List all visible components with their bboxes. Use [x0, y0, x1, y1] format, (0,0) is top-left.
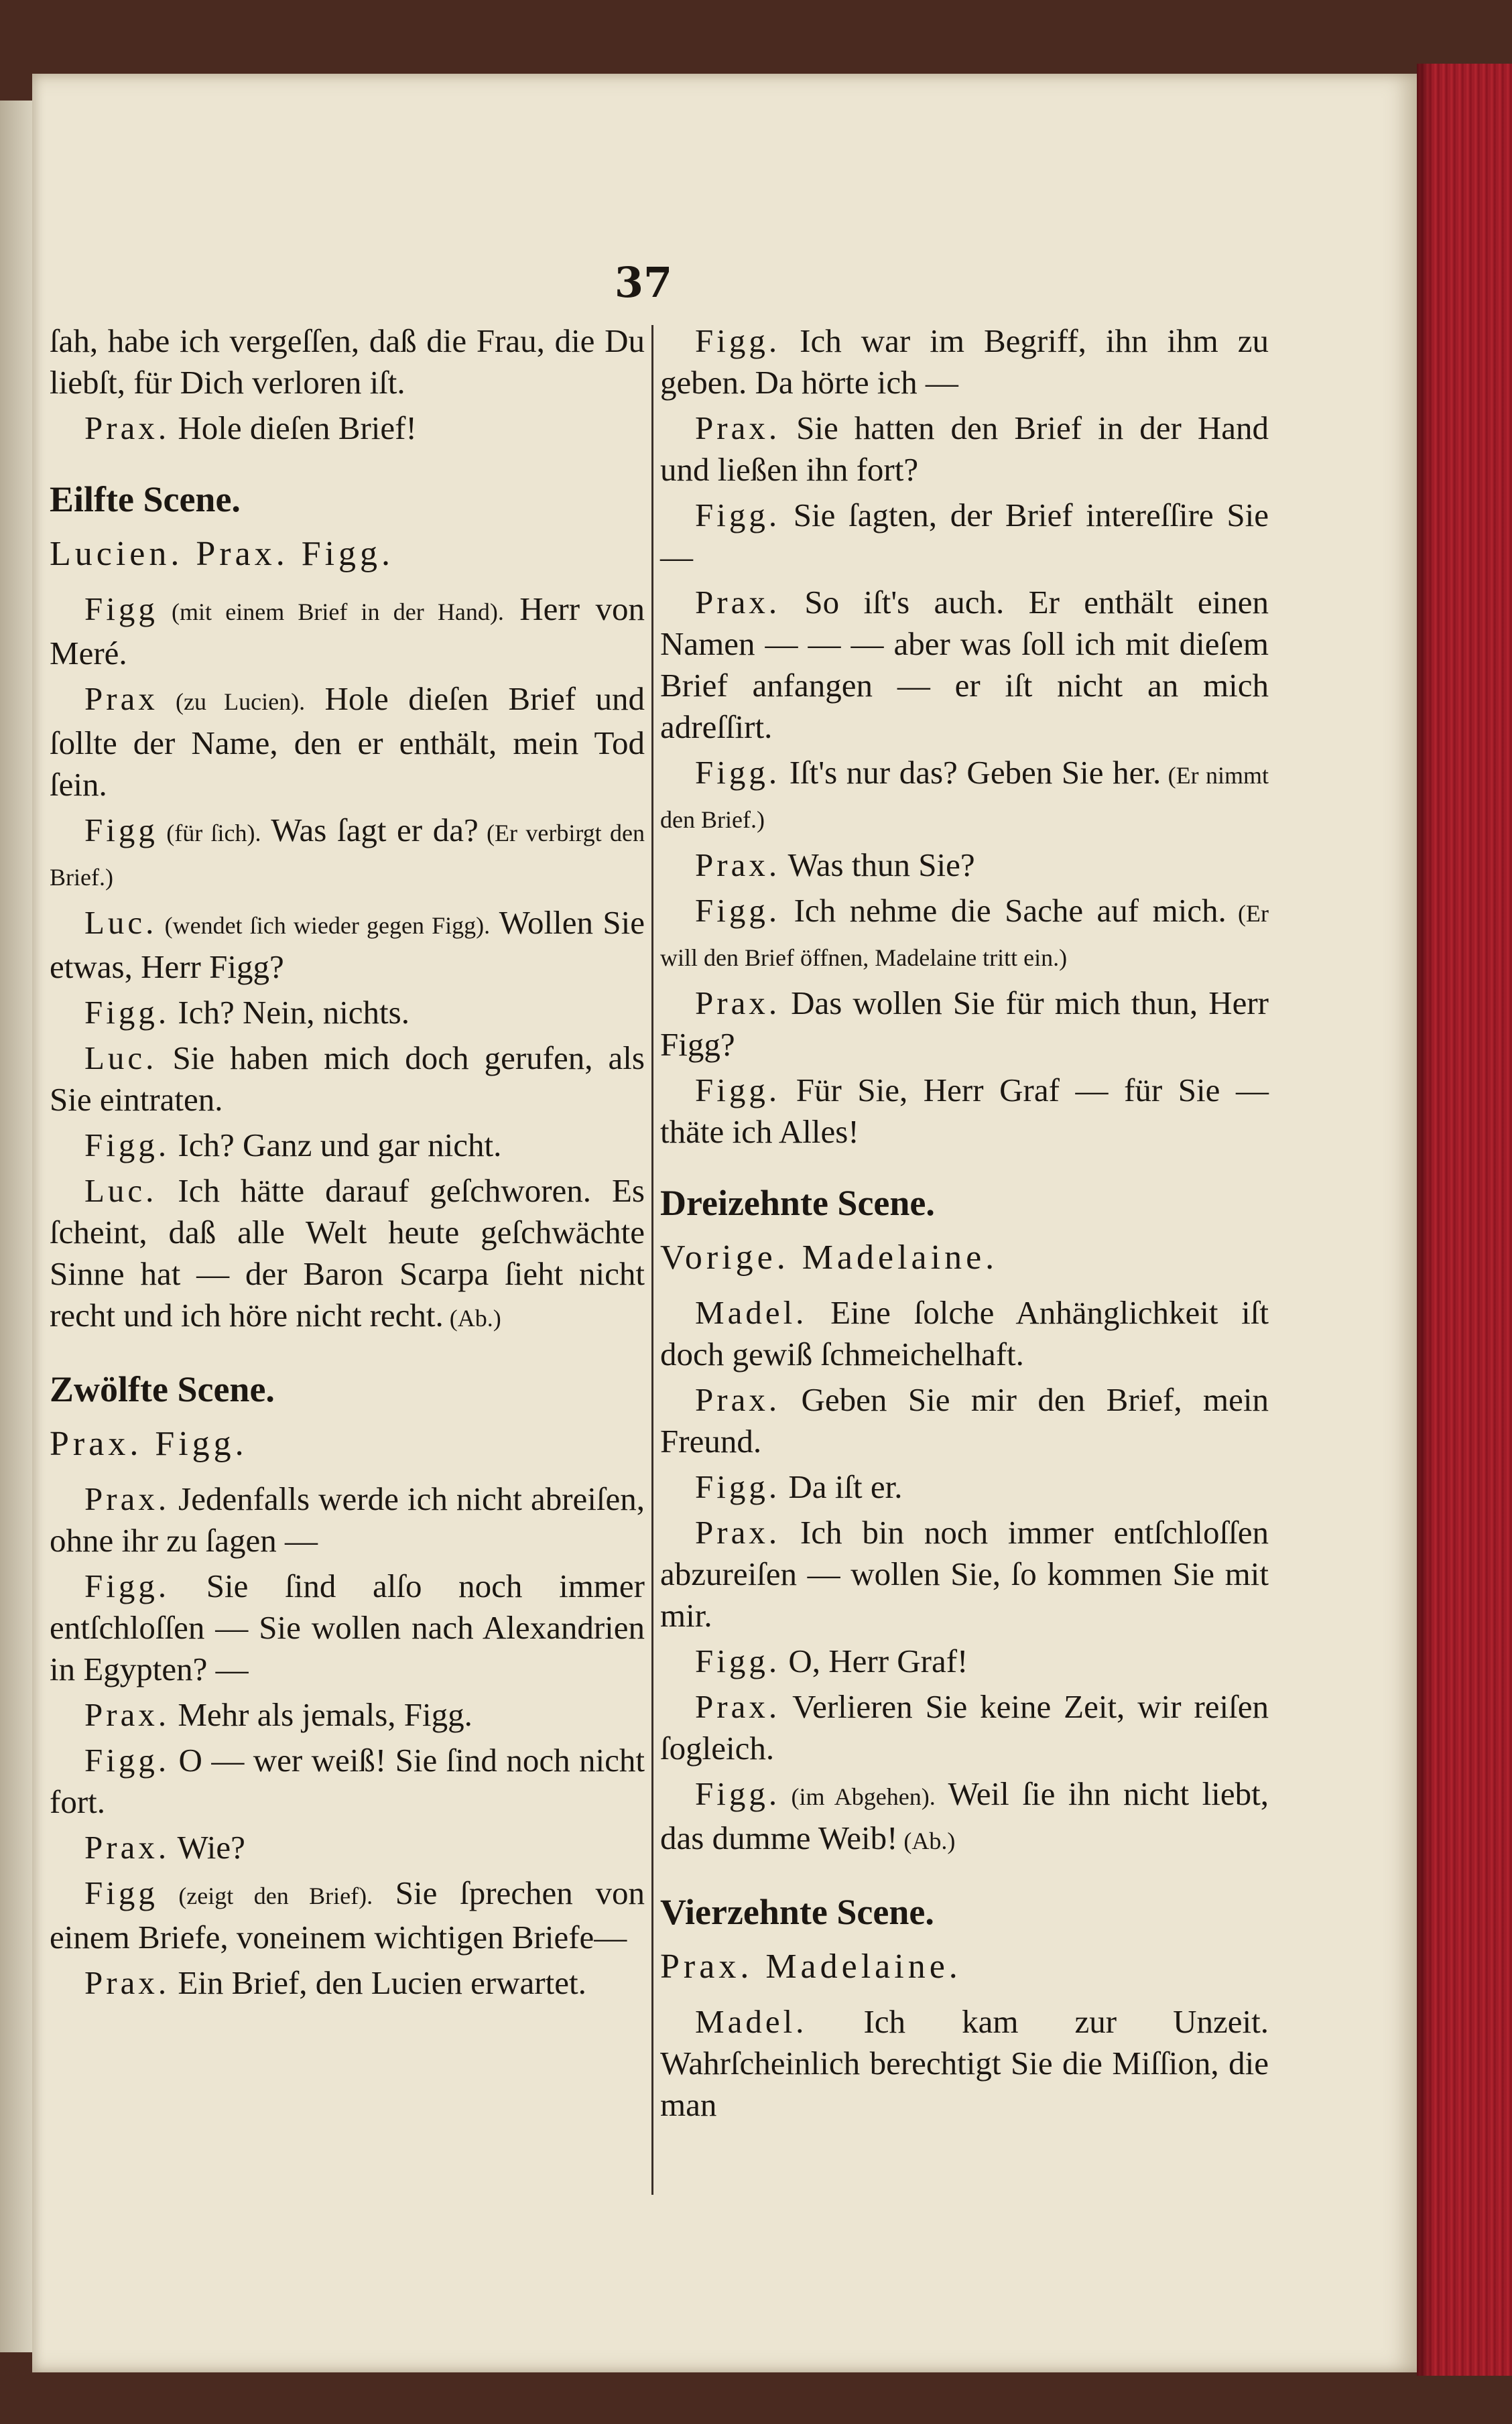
- speech-text: Ich nehme die Sache auf mich.: [780, 892, 1226, 929]
- speaker: Prax.: [84, 1829, 170, 1866]
- speech: [50, 1962, 645, 2004]
- speaker: Figg.: [695, 1775, 781, 1812]
- speaker: Figg.: [695, 1643, 781, 1679]
- scene-heading: Zwölfte Scene.: [50, 1369, 275, 1409]
- scene-heading: Eilfte Scene.: [50, 479, 241, 519]
- speech: [50, 992, 645, 1033]
- speaker: Prax.: [695, 1381, 781, 1418]
- speech: [660, 982, 1269, 1066]
- speech: [50, 810, 645, 898]
- speech-text: Für Sie, Herr Graf — für Sie — thäte ich Alles!: [660, 1072, 1269, 1150]
- stage-direction: (Ab.): [443, 1305, 501, 1332]
- speech: [660, 890, 1269, 978]
- previous-page-edge: [0, 101, 32, 2352]
- speech: [50, 407, 645, 449]
- speech-text: Ich bin noch immer entſchloſſen abzureiſen — wollen Sie, ſo kommen Sie mit mir.: [660, 1514, 1269, 1634]
- scene-cast: Prax. Figg.: [50, 1425, 248, 1463]
- speaker: Luc.: [84, 1172, 158, 1209]
- speaker: Figg.: [84, 1742, 170, 1779]
- left-column: [50, 320, 645, 2008]
- scene-cast: Prax. Madelaine.: [660, 1948, 962, 1986]
- speech-text: Verlieren Sie keine Zeit, wir reiſen ſogleich.: [660, 1688, 1269, 1767]
- speech-text: Ich hätte darauf geſchworen. Es ſcheint, daß alle Welt heute geſchwächte Sinne hat — der Baron Scarpa ſieht nicht recht und ich höre nicht recht.: [50, 1172, 645, 1334]
- speaker: Prax.: [695, 1688, 781, 1725]
- speaker: Prax.: [695, 584, 781, 621]
- speech: [660, 752, 1269, 840]
- page-number: 37: [614, 258, 673, 307]
- speaker: Luc.: [84, 1039, 158, 1076]
- stage-direction: (mit einem Brief in der Hand).: [158, 598, 504, 625]
- speaker: Figg.: [695, 1468, 781, 1505]
- speech: [660, 1466, 1269, 1508]
- speech-text: Hole dieſen Brief!: [170, 409, 417, 446]
- speaker: Figg: [84, 1874, 158, 1911]
- speech: [50, 1478, 645, 1561]
- page-fold-shadow: [1417, 64, 1433, 2376]
- speaker: Figg: [84, 590, 158, 627]
- speech-text: So iſt's auch. Er enthält einen Namen — — — aber was ſoll ich mit dieſem Brief anfangen — er iſt nicht an mich adreſſirt.: [660, 584, 1269, 745]
- speech: [660, 1773, 1269, 1862]
- stage-direction: (Ab.): [897, 1828, 956, 1854]
- speech-text: Ich kam zur Unzeit. Wahrſcheinlich berechtigt Sie die Miſſion, die man: [660, 2003, 1269, 2123]
- speech: [50, 1566, 645, 1690]
- speaker: Figg.: [695, 754, 781, 791]
- speech: [50, 1170, 645, 1339]
- speech-text: Ich? Nein, nichts.: [170, 994, 410, 1031]
- speech-text: Weil ſie ihn nicht liebt, das dumme Weib!: [660, 1775, 1269, 1856]
- speech-text: O — wer weiß! Sie ſind noch nicht fort.: [50, 1742, 645, 1820]
- speech-text: Wollen Sie etwas, Herr Figg?: [50, 904, 645, 985]
- speech-text: Sie haben mich doch gerufen, als Sie eintraten.: [50, 1039, 645, 1118]
- stage-direction: (Er will den Brief öffnen, Madelaine tritt ein.): [660, 900, 1269, 971]
- speech: [50, 678, 645, 806]
- speech-text: Ein Brief, den Lucien erwartet.: [170, 1964, 586, 2001]
- speech: [660, 1292, 1269, 1375]
- speech: [50, 1740, 645, 1823]
- speech-text: Wie?: [170, 1829, 245, 1866]
- speaker: Figg: [84, 812, 158, 848]
- speech: [50, 1694, 645, 1736]
- stage-direction: (zeigt den Brief).: [158, 1883, 373, 1909]
- speech-text: Sie ſprechen von einem Briefe, voneinem wichtigen Briefe—: [50, 1874, 645, 1956]
- speaker: Prax.: [695, 1514, 781, 1551]
- speech-text: Ich? Ganz und gar nicht.: [170, 1127, 502, 1163]
- speech: [660, 1379, 1269, 1462]
- speaker: Figg.: [695, 322, 781, 359]
- speech-text: Mehr als jemals, Figg.: [170, 1696, 472, 1733]
- speech-text: Jedenfalls werde ich nicht abreiſen, ohne ihr zu ſagen —: [50, 1480, 645, 1559]
- stage-direction: (Er nimmt den Brief.): [660, 762, 1269, 833]
- speech: [50, 588, 645, 674]
- speaker: Prax: [84, 680, 158, 717]
- speech: [50, 1037, 645, 1121]
- speech: [660, 320, 1269, 403]
- speaker: Figg.: [695, 1072, 781, 1108]
- speech: [50, 1125, 645, 1166]
- speech: [660, 1641, 1269, 1682]
- speech-text: Was thun Sie?: [780, 846, 975, 883]
- scene-heading: Dreizehnte Scene.: [660, 1183, 935, 1223]
- speech-text: Sie ſagten, der Brief intereſſire Sie —: [660, 497, 1269, 575]
- speech-text: Iſt's nur das? Geben Sie her.: [780, 754, 1161, 791]
- column-divider: [651, 325, 653, 2195]
- speaker: Madel.: [695, 1294, 808, 1331]
- speech: [660, 495, 1269, 578]
- speech-text: Ich war im Begriff, ihn ihm zu geben. Da hörte ich —: [660, 322, 1269, 401]
- stage-direction: (wendet ſich wieder gegen Figg).: [157, 912, 491, 939]
- speaker: Prax.: [84, 1964, 170, 2001]
- stage-direction: (zu Lucien).: [158, 688, 306, 715]
- speaker: Figg.: [84, 1568, 170, 1604]
- speech: [50, 1872, 645, 1958]
- speech-text: Eine ſolche Anhänglichkeit iſt doch gewiß ſchmeichelhaft.: [660, 1294, 1269, 1373]
- speaker: Figg.: [695, 497, 781, 533]
- speaker: Madel.: [695, 2003, 808, 2040]
- stage-direction: (für ſich).: [158, 820, 261, 846]
- speech-text: O, Herr Graf!: [780, 1643, 968, 1679]
- speech-text: Was ſagt er da?: [261, 812, 479, 848]
- speaker: Prax.: [695, 984, 781, 1021]
- speech: [660, 2001, 1269, 2126]
- speech: [660, 1686, 1269, 1769]
- speech-text: Sie hatten den Brief in der Hand und ließen ihn fort?: [660, 409, 1269, 488]
- speaker: Luc.: [84, 904, 158, 941]
- speech-text: Herr von Meré.: [50, 590, 645, 672]
- speech: [660, 407, 1269, 491]
- scene-cast: Vorige. Madelaine.: [660, 1238, 999, 1277]
- speech: [50, 1827, 645, 1868]
- speech: [660, 1070, 1269, 1153]
- speaker: Prax.: [84, 1696, 170, 1733]
- scene-heading: Vierzehnte Scene.: [660, 1892, 934, 1932]
- speech-text: Da iſt er.: [780, 1468, 903, 1505]
- speaker: Prax.: [695, 409, 781, 446]
- speaker: Prax.: [84, 1480, 170, 1517]
- speech-text: Das wollen Sie für mich thun, Herr Figg?: [660, 984, 1269, 1063]
- speech: [660, 582, 1269, 748]
- speaker: Figg.: [84, 1127, 170, 1163]
- speaker: Prax.: [84, 409, 170, 446]
- speech-text: Sie ſind alſo noch immer entſchloſſen — Sie wollen nach Alexandrien in Egypten? —: [50, 1568, 645, 1687]
- speaker: Prax.: [695, 846, 781, 883]
- right-column: [660, 320, 1269, 2130]
- speech-text: Geben Sie mir den Brief, mein Freund.: [660, 1381, 1269, 1460]
- paragraph: ſah, habe ich vergeſſen, daß die Frau, die Du liebſt, für Dich verloren iſt.: [50, 322, 645, 401]
- speaker: Figg.: [695, 892, 781, 929]
- speech-text: Hole dieſen Brief und ſollte der Name, den er enthält, mein Tod ſein.: [50, 680, 645, 803]
- speech: [660, 844, 1269, 886]
- stage-direction: (im Abgehen).: [780, 1783, 936, 1810]
- speaker: Figg.: [84, 994, 170, 1031]
- stage-direction: (Er verbirgt den Brief.): [50, 820, 645, 891]
- speech: [660, 1512, 1269, 1637]
- speech: [50, 902, 645, 988]
- scene-cast: Lucien. Prax. Figg.: [50, 535, 395, 573]
